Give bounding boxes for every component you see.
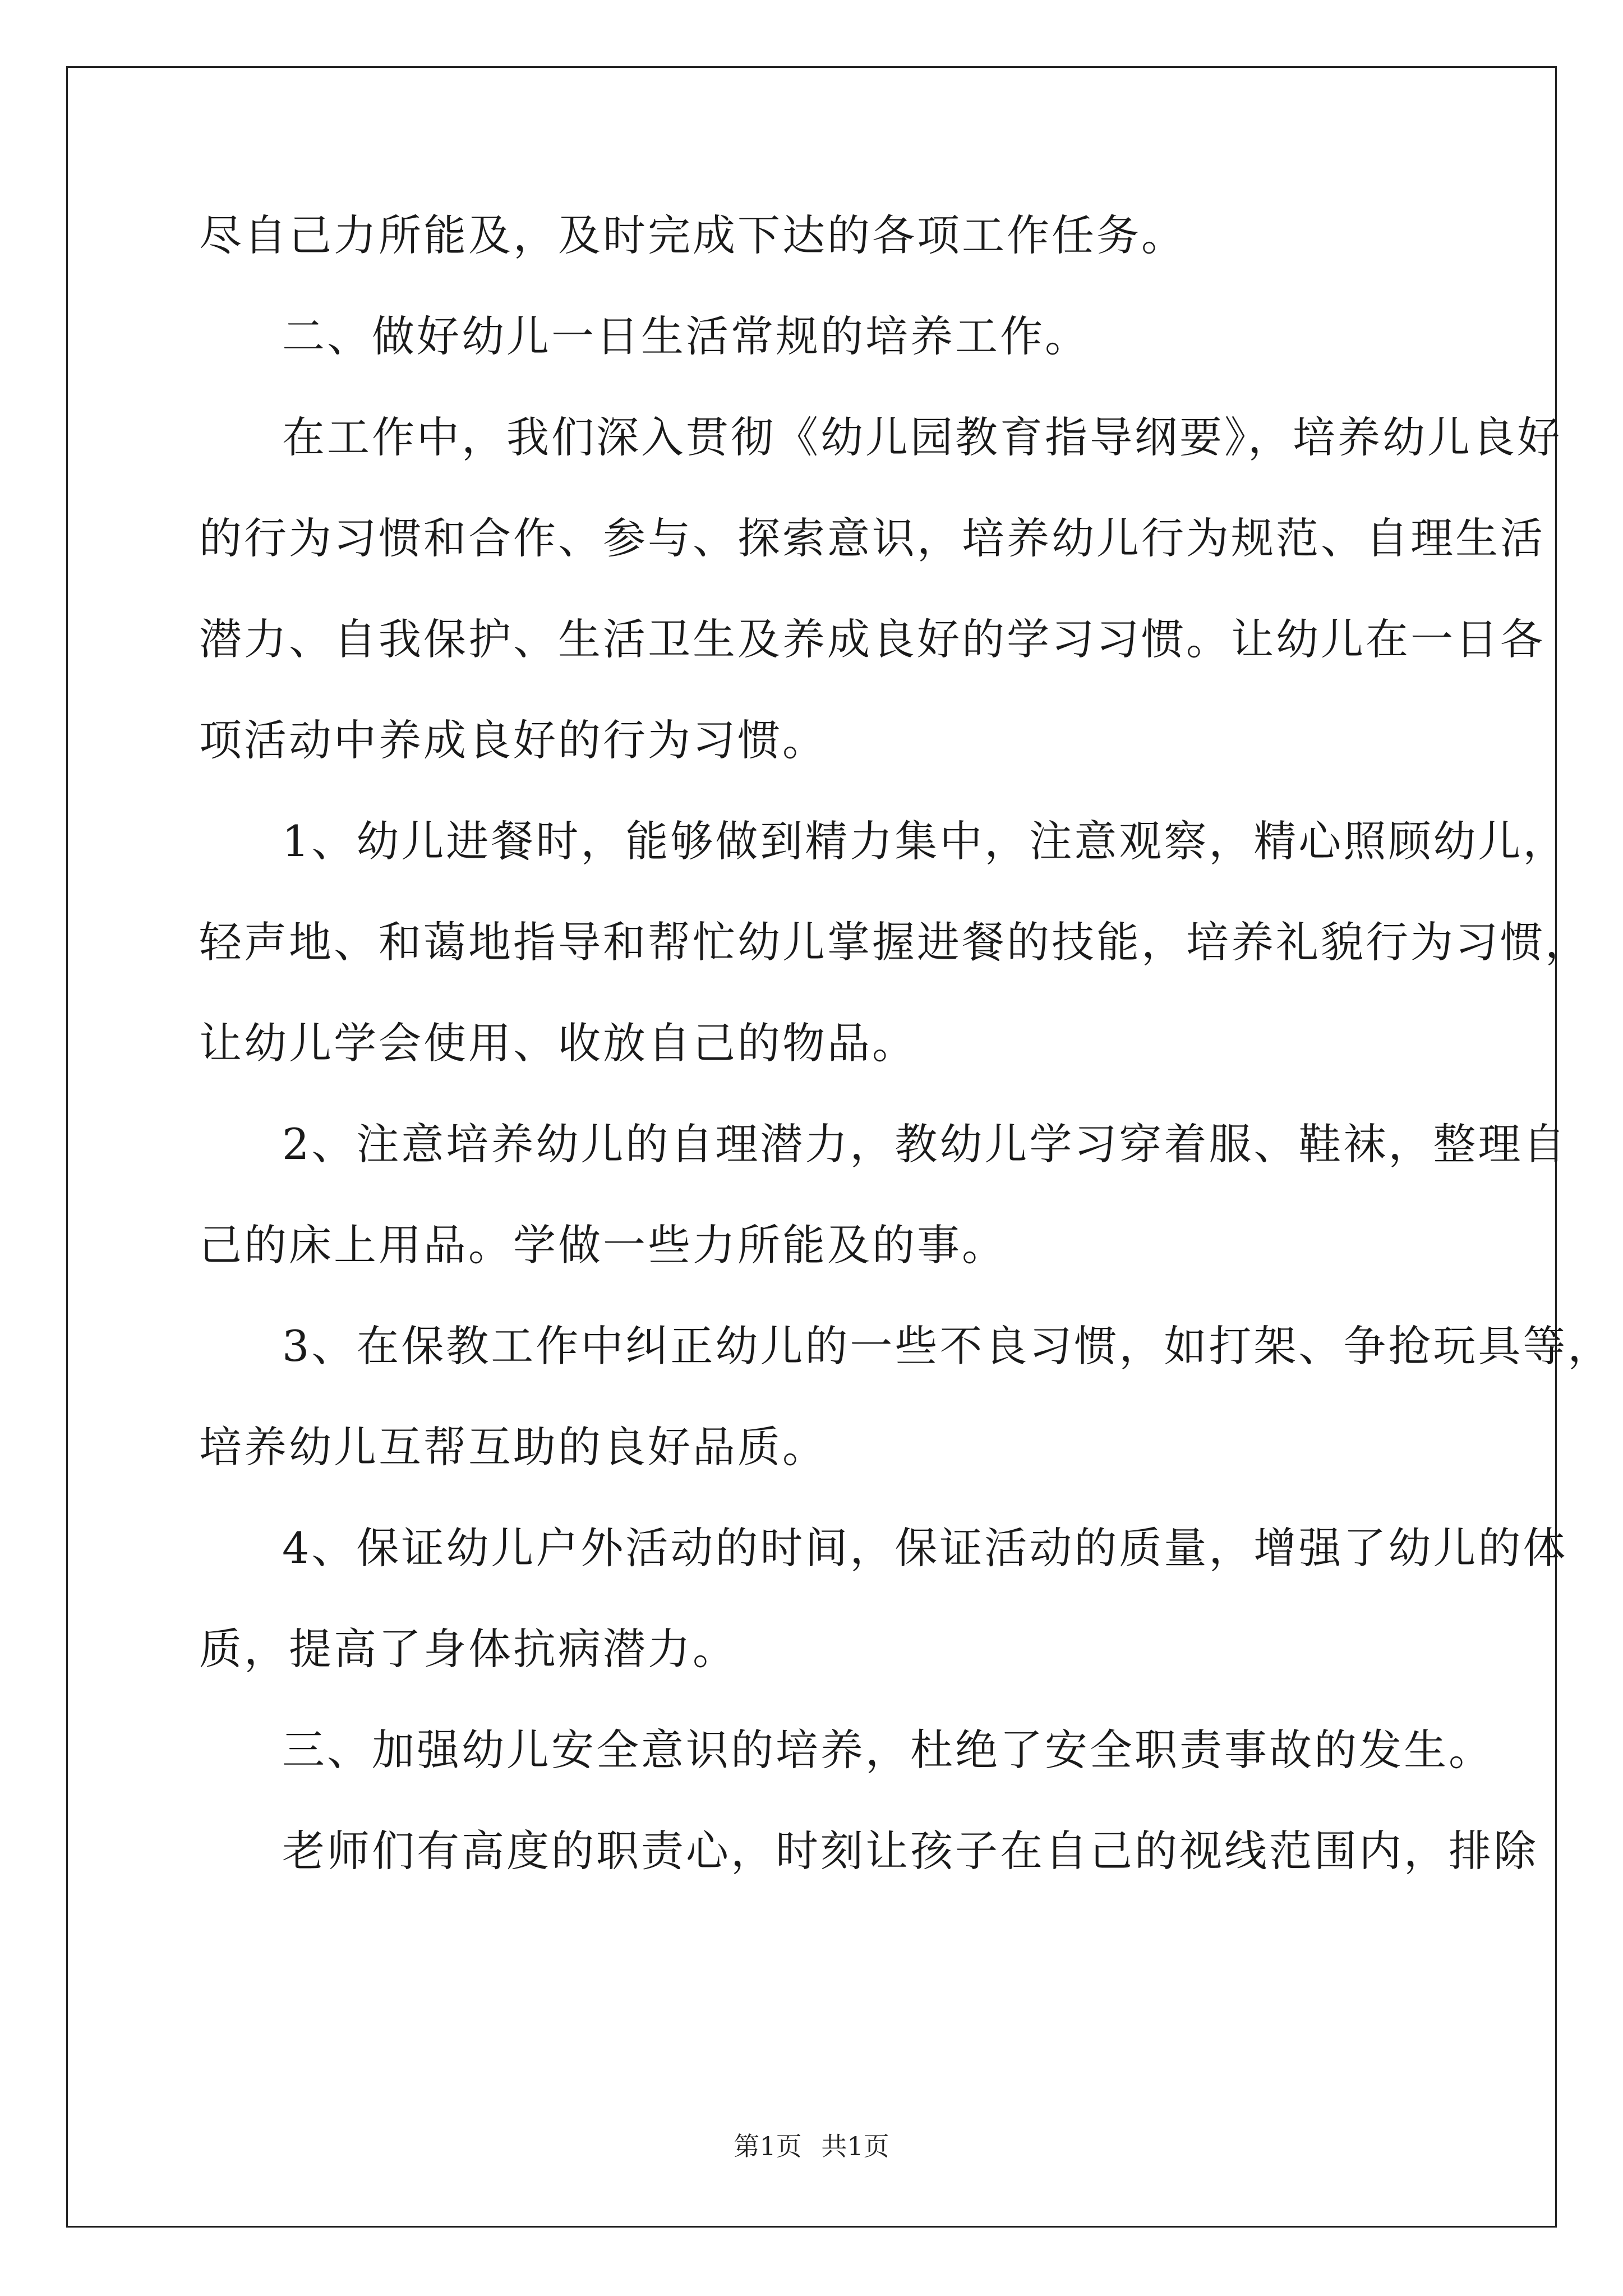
text-line: 3、在保教工作中纠正幼儿的一些不良习惯，如打架、争抢玩具等， <box>282 1321 1613 1371</box>
page-number-current: 第1页 <box>734 2131 802 2161</box>
section-heading: 三、加强幼儿安全意识的培养，杜绝了安全职责事故的发生。 <box>282 1725 1493 1775</box>
section-heading: 二、做好幼儿一日生活常规的培养工作。 <box>282 311 1090 361</box>
text-line: 轻声地、和蔼地指导和帮忙幼儿掌握进餐的技能，培养礼貌行为习惯， <box>199 917 1590 967</box>
text-line: 质，提高了身体抗病潜力。 <box>199 1624 737 1674</box>
text-line: 尽自己力所能及，及时完成下达的各项工作任务。 <box>199 210 1186 260</box>
text-line: 己的床上用品。学做一些力所能及的事。 <box>199 1220 1007 1270</box>
page-footer <box>0 2126 1623 2163</box>
text-line: 4、保证幼儿户外活动的时间，保证活动的质量，增强了幼儿的体 <box>282 1523 1568 1573</box>
text-line: 培养幼儿互帮互助的良好品质。 <box>199 1422 827 1472</box>
text-line: 潜力、自我保护、生活卫生及养成良好的学习习惯。让幼儿在一日各 <box>199 614 1545 664</box>
text-line: 2、注意培养幼儿的自理潜力，教幼儿学习穿着服、鞋袜，整理自 <box>282 1119 1568 1169</box>
text-line: 老师们有高度的职责心，时刻让孩子在自己的视线范围内，排除 <box>282 1826 1538 1876</box>
text-line: 的行为习惯和合作、参与、探索意识，培养幼儿行为规范、自理生活 <box>199 513 1545 563</box>
text-line: 让幼儿学会使用、收放自己的物品。 <box>199 1018 917 1068</box>
text-line: 在工作中，我们深入贯彻《幼儿园教育指导纲要》，培养幼儿良好 <box>282 412 1562 462</box>
text-line: 1、幼儿进餐时，能够做到精力集中，注意观察，精心照顾幼儿， <box>282 816 1568 866</box>
page-number-total: 共1页 <box>821 2131 889 2161</box>
text-line: 项活动中养成良好的行为习惯。 <box>199 715 827 765</box>
